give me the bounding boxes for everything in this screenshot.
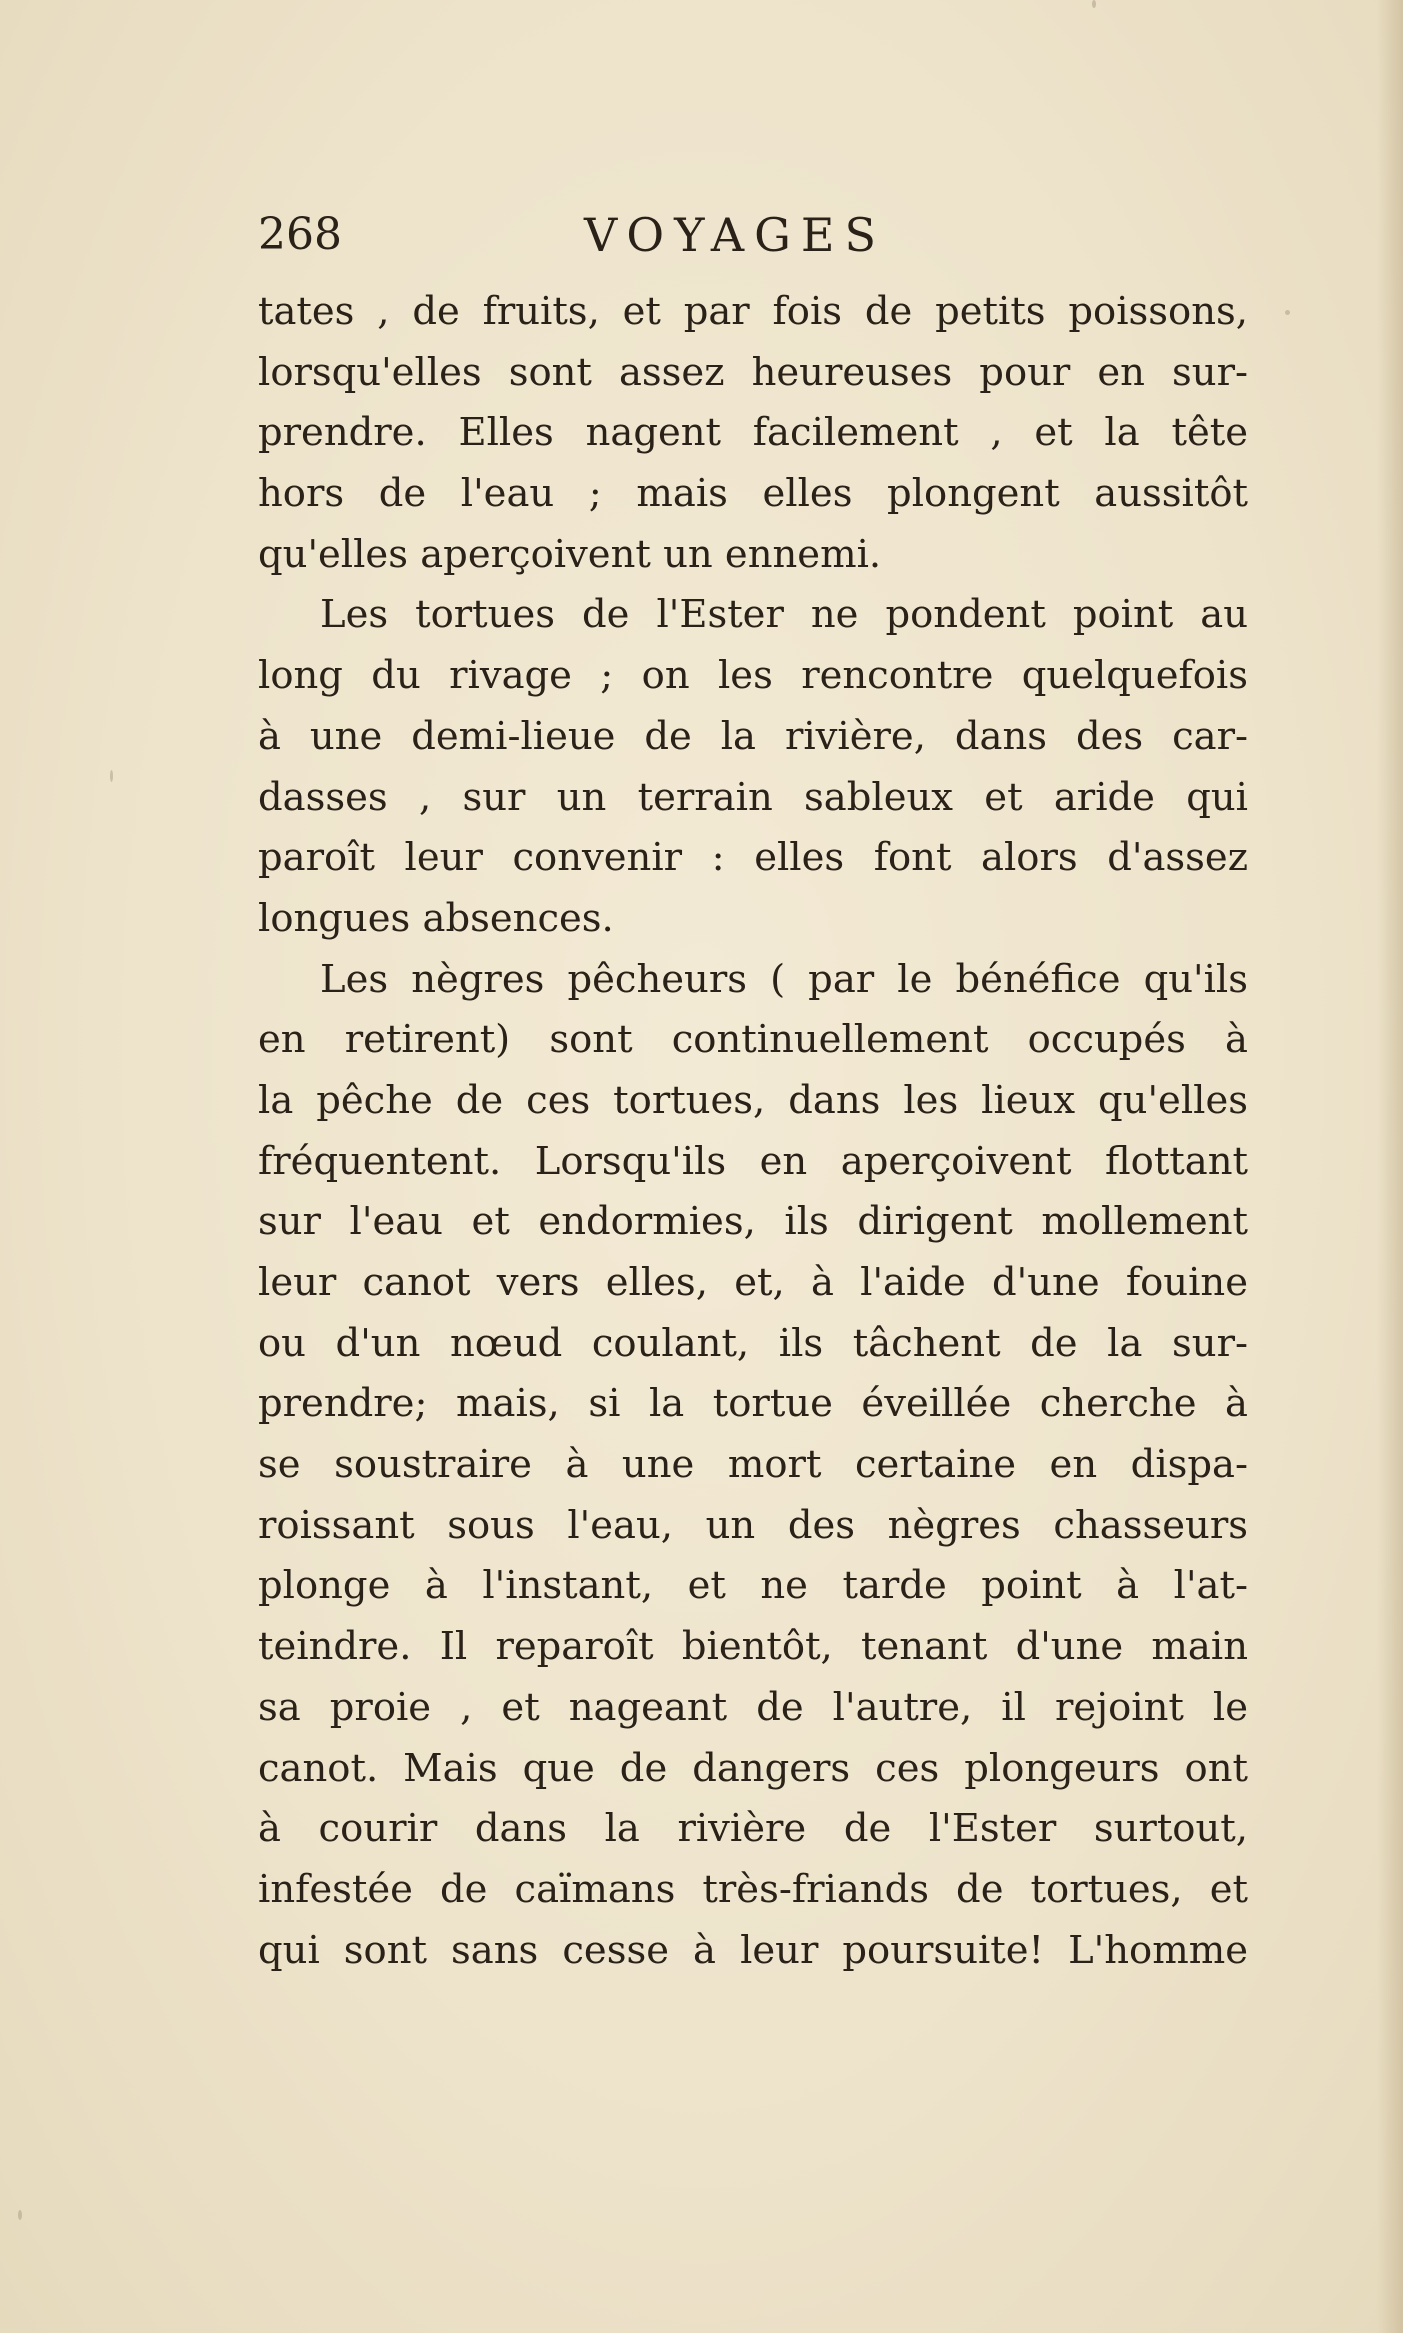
text-line: lorsqu'elles sont assez heureuses pour en sur- <box>258 349 1248 395</box>
text-line: hors de l'eau ; mais elles plongent aussitôt <box>258 471 1248 517</box>
text-line: roissant sous l'eau, un des nègres chasseurs <box>258 1502 1248 1548</box>
paper-speck <box>18 2210 22 2220</box>
paragraph-start-line: Les tortues de l'Ester ne pondent point au <box>320 592 1248 638</box>
text-line: infestée de caïmans très-friands de tortues, et <box>258 1866 1248 1912</box>
page-header <box>258 205 1248 265</box>
text-line: canot. Mais que de dangers ces plongeurs ont <box>258 1745 1248 1791</box>
paper-speck <box>1285 310 1290 315</box>
text-line: plonge à l'instant, et ne tarde point à l'at- <box>258 1563 1248 1609</box>
text-line: tates , de fruits, et par fois de petits poissons, <box>258 289 1248 334</box>
text-line: à une demi-lieue de la rivière, dans des car- <box>258 713 1248 759</box>
paper-speck <box>1092 0 1096 8</box>
page-number: 268 <box>258 209 342 260</box>
text-line: qu'elles aperçoivent un ennemi. <box>258 531 882 577</box>
text-line: prendre. Elles nagent facilement , et la tête <box>258 410 1248 456</box>
text-line: leur canot vers elles, et, à l'aide d'une fouine <box>258 1260 1248 1305</box>
running-head: VOYAGES <box>584 208 886 262</box>
text-line: paroît leur convenir : elles font alors d'assez <box>258 835 1248 881</box>
body-text <box>258 282 1248 1981</box>
text-line: fréquentent. Lorsqu'ils en aperçoivent flottant <box>258 1138 1248 1184</box>
text-line: sur l'eau et endormies, ils dirigent mollement <box>258 1199 1248 1245</box>
text-line: prendre; mais, si la tortue éveillée cherche à <box>258 1381 1248 1427</box>
text-line: en retirent) sont continuellement occupés à <box>258 1017 1248 1063</box>
text-line: à courir dans la rivière de l'Ester surtout, <box>258 1806 1248 1852</box>
text-line: se soustraire à une mort certaine en dispa- <box>258 1442 1248 1488</box>
paper-speck <box>110 770 113 782</box>
page-edge-shadow <box>1377 0 1403 2333</box>
text-line: ou d'un nœud coulant, ils tâchent de la sur- <box>258 1320 1248 1366</box>
paragraph-start-line: Les nègres pêcheurs ( par le bénéfice qu'ils <box>320 956 1248 1002</box>
text-line: dasses , sur un terrain sableux et aride qui <box>258 774 1248 820</box>
text-line: sa proie , et nageant de l'autre, il rejoint le <box>258 1684 1248 1730</box>
text-line: teindre. Il reparoît bientôt, tenant d'une main <box>258 1624 1248 1670</box>
text-line: longues absences. <box>258 895 614 941</box>
text-line: la pêche de ces tortues, dans les lieux qu'elles <box>258 1077 1248 1123</box>
text-line: qui sont sans cesse à leur poursuite! L'homme <box>258 1927 1248 1973</box>
text-line: long du rivage ; on les rencontre quelquefois <box>258 653 1248 699</box>
